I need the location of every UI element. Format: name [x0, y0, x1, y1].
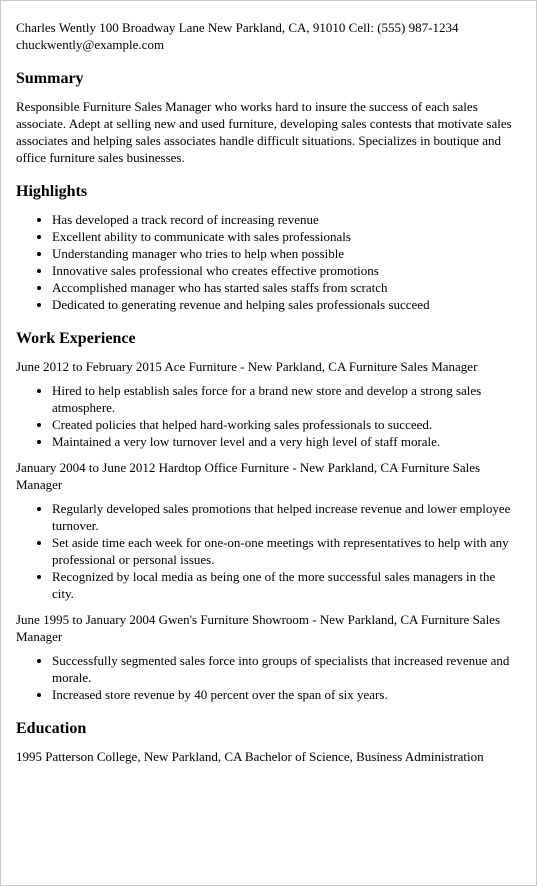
job-entry — [16, 611, 520, 703]
education-section — [16, 719, 520, 765]
contact-line: Charles Wently 100 Broadway Lane New Parkland, CA, 91010 Cell: (555) 987-1234 — [16, 20, 459, 35]
highlights-heading: Highlights — [16, 183, 88, 200]
list-item: • Hired to help establish sales force for a brand new store and develop a strong sales atmosphere. — [52, 382, 520, 416]
highlights-section — [16, 182, 520, 313]
list-item: • Understanding manager who tries to help when possible — [52, 245, 520, 262]
list-item: • Maintained a very low turnover level and a very high level of staff morale. — [52, 433, 520, 450]
summary-heading: Summary — [16, 70, 84, 87]
job-header: June 1995 to January 2004 Gwen's Furniture Showroom - New Parkland, CA Furniture Sales Manager — [16, 612, 501, 644]
contact-email: chuckwently@example.com — [16, 37, 165, 52]
job-header: January 2004 to June 2012 Hardtop Office Furniture - New Parkland, CA Furniture Sales Manager — [16, 460, 481, 492]
job-header: June 2012 to February 2015 Ace Furniture - New Parkland, CA Furniture Sales Manager — [16, 359, 478, 374]
education-text: 1995 Patterson College, New Parkland, CA Bachelor of Science, Business Administration — [16, 749, 484, 764]
list-item: • Set aside time each week for one-on-one meetings with representatives to help with any professional or personal issues. — [52, 534, 520, 568]
list-item: • Accomplished manager who has started sales staffs from scratch — [52, 279, 520, 296]
education-heading: Education — [16, 720, 87, 737]
list-item: • Increased store revenue by 40 percent over the span of six years. — [52, 686, 520, 703]
job-bullets — [16, 652, 520, 703]
list-item: • Created policies that helped hard-working sales professionals to succeed. — [52, 416, 520, 433]
list-item: • Successfully segmented sales force into groups of specialists that increased revenue and morale. — [52, 652, 520, 686]
job-bullets — [16, 382, 520, 450]
list-item: • Regularly developed sales promotions that helped increase revenue and lower employee turnover. — [52, 500, 520, 534]
experience-heading: Work Experience — [16, 330, 136, 347]
contact-block — [16, 19, 520, 53]
job-entry — [16, 358, 520, 450]
highlights-list — [16, 211, 520, 313]
experience-section — [16, 329, 520, 703]
list-item: • Has developed a track record of increasing revenue — [52, 211, 520, 228]
list-item: • Innovative sales professional who creates effective promotions — [52, 262, 520, 279]
job-entry — [16, 459, 520, 602]
summary-text: Responsible Furniture Sales Manager who works hard to insure the success of each sales associate. Adept at selling new and used furniture, developing sales contests that motivate sales associates and helping sales associates handle difficult situations. Specializes in boutique and office furniture sales businesses. — [16, 99, 512, 165]
list-item: • Recognized by local media as being one of the more successful sales managers in the city. — [52, 568, 520, 602]
list-item: • Excellent ability to communicate with sales professionals — [52, 228, 520, 245]
list-item: • Dedicated to generating revenue and helping sales professionals succeed — [52, 296, 520, 313]
job-bullets — [16, 500, 520, 602]
summary-section — [16, 69, 520, 166]
